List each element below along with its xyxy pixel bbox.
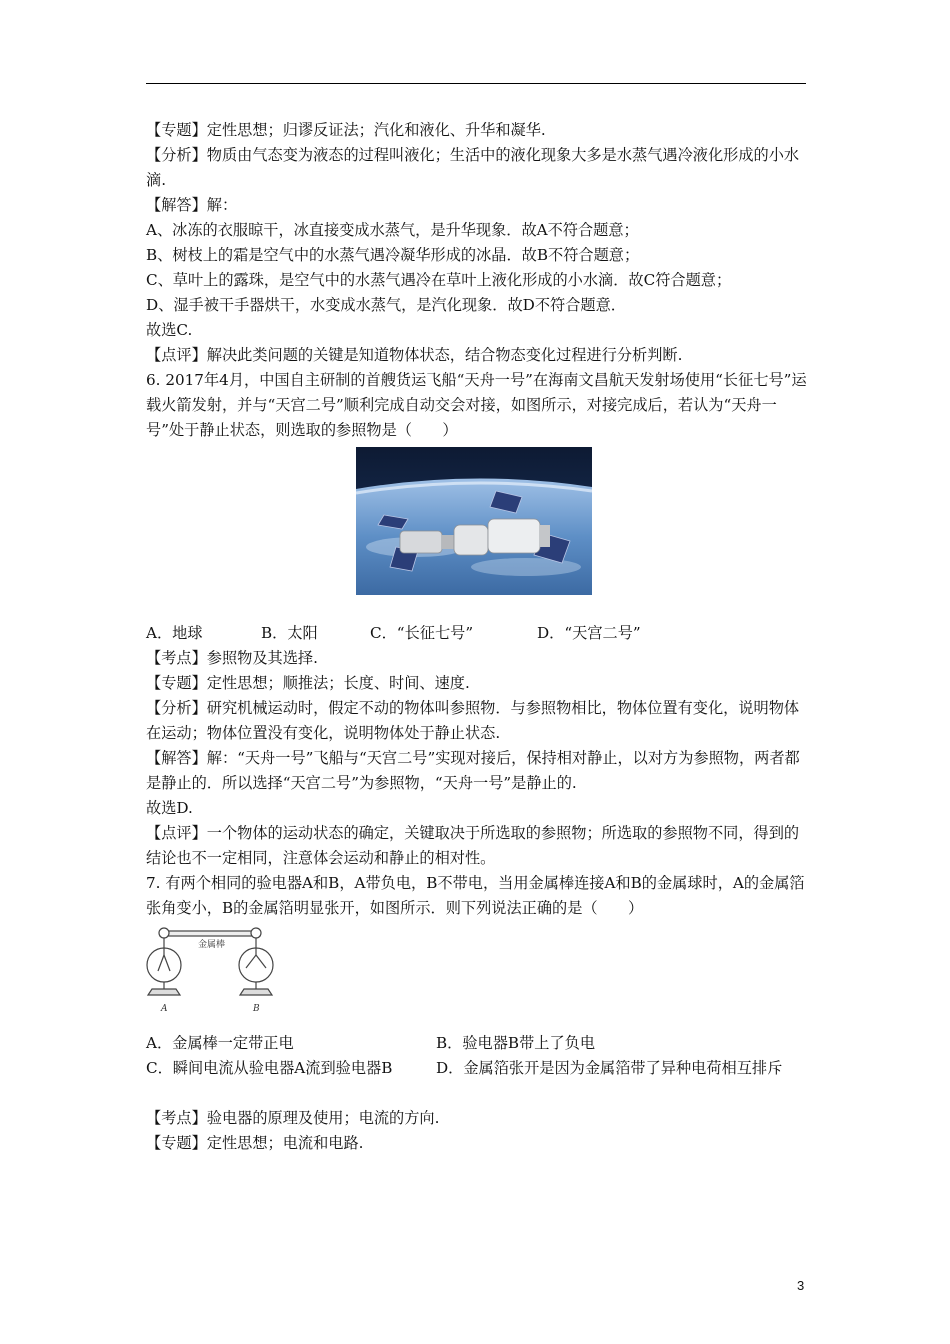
- q7-options-row2: [146, 1056, 814, 1081]
- q6-stem: 6. 2017年4月，中国自主研制的首艘货运飞船“天舟一号”在海南文昌航天发射场使用“长征七号”运载火箭发射，并与“天宫二号”顺利完成自动交会对接，如图所示，对接完成后，若认为“天舟一号”处于静止状态，则选取的参照物是（ ）: [146, 371, 807, 439]
- q6-options: [146, 621, 814, 646]
- q7-options-row1: [146, 1031, 814, 1056]
- q6-jieda: 【解答】解：“天舟一号”飞船与“天宫二号”实现对接后，保持相对静止，以对方为参照物，两者都是静止的．所以选择“天宫二号”为参照物，“天舟一号”是静止的.: [146, 749, 800, 792]
- q7-kaodian: 【考点】验电器的原理及使用；电流的方向.: [146, 1109, 440, 1127]
- rod-label: 金属棒: [198, 940, 226, 950]
- q5-jieda-head: 【解答】解：: [146, 196, 238, 214]
- q6-option-b: B．太阳: [261, 624, 318, 642]
- space-station-docking-image: [356, 447, 592, 595]
- q6-choice: 故选D.: [146, 799, 193, 817]
- label-a: A: [161, 1004, 168, 1014]
- q6-option-a: A．地球: [146, 624, 203, 642]
- q7-option-c: C．瞬间电流从验电器A流到验电器B: [146, 1059, 393, 1077]
- q5-dianping: 【点评】解决此类问题的关键是知道物体状态，结合物态变化过程进行分析判断.: [146, 346, 683, 364]
- page-number: 3: [797, 1278, 805, 1293]
- page-content: [146, 118, 814, 1156]
- q5-line-b: B、树枝上的霜是空气中的水蒸气遇冷凝华形成的冰晶．故B不符合题意；: [146, 246, 640, 264]
- q7-stem: 7. 有两个相同的验电器A和B，A带负电，B不带电，当用金属棒连接A和B的金属球时，A的金属箔张角变小，B的金属箔明显张开，如图所示．则下列说法正确的是（ ）: [146, 874, 805, 917]
- q6-dianping: 【点评】一个物体的运动状态的确定，关键取决于所选取的参照物；所选取的参照物不同，得到的结论也不一定相同，注意体会运动和静止的相对性。: [146, 824, 800, 867]
- q5-choice: 故选C.: [146, 321, 193, 339]
- q5-line-d: D、湿手被干手器烘干，水变成水蒸气，是汽化现象．故D不符合题意．: [146, 296, 626, 314]
- q6-kaodian: 【考点】参照物及其选择.: [146, 649, 318, 667]
- header-rule: [146, 83, 806, 84]
- q5-fenxi: 【分析】物质由气态变为液态的过程叫液化；生活中的液化现象大多是水蒸气遇冷液化形成的小水滴.: [146, 146, 800, 189]
- q7-option-a: A．金属棒一定带正电: [146, 1034, 294, 1052]
- label-b: B: [253, 1004, 260, 1014]
- q6-zhuanti: 【专题】定性思想；顺推法；长度、时间、速度.: [146, 674, 470, 692]
- q6-fenxi: 【分析】研究机械运动时，假定不动的物体叫参照物．与参照物相比，物体位置有变化，说明物体在运动；物体位置没有变化，说明物体处于静止状态.: [146, 699, 800, 742]
- electroscope-diagram: [146, 923, 286, 1019]
- q5-line-c: C、草叶上的露珠，是空气中的水蒸气遇冷在草叶上液化形成的小水滴．故C符合题意；: [146, 271, 732, 289]
- q6-option-d: D．“天宫二号”: [537, 624, 641, 642]
- q6-option-c: C．“长征七号”: [370, 624, 474, 642]
- q7-option-b: B．验电器B带上了负电: [436, 1034, 596, 1052]
- q7-option-d: D．金属箔张开是因为金属箔带了异种电荷相互排斥: [436, 1059, 783, 1077]
- q7-zhuanti: 【专题】定性思想；电流和电路.: [146, 1134, 364, 1152]
- q5-line-a: A、冰冻的衣服晾干，冰直接变成水蒸气，是升华现象．故A不符合题意；: [146, 221, 639, 239]
- q5-zhuanti: 【专题】定性思想；归谬反证法；汽化和液化、升华和凝华.: [146, 121, 546, 139]
